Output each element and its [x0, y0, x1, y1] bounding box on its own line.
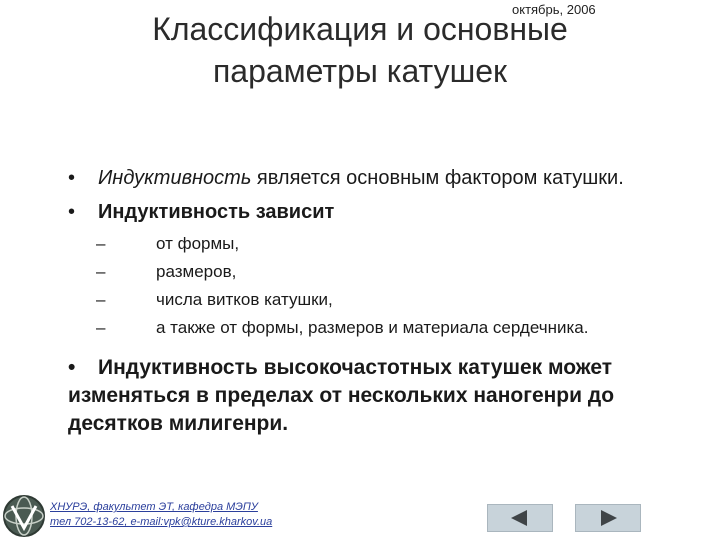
next-slide-button[interactable] — [575, 504, 641, 532]
sub-list-item — [96, 258, 698, 286]
university-logo-icon — [2, 494, 46, 538]
sub-item-text: числа витков катушки, — [156, 290, 333, 309]
footer-link-department[interactable]: ХНУРЭ, факультет ЭТ, кафедра МЭПУ — [50, 501, 258, 513]
sub-list — [96, 230, 698, 342]
date-label: октябрь, 2006 — [512, 2, 596, 17]
dash-marker: – — [96, 262, 106, 281]
dash-marker: – — [96, 318, 106, 337]
footer — [0, 488, 720, 540]
bullet-marker: • — [68, 201, 76, 223]
bullet-text: Индуктивность высокочастотных катушек может изменяться в пределах от нескольких наногенри до десятков милигенри. — [68, 356, 615, 435]
slide-title — [80, 8, 640, 92]
slide-content — [68, 164, 698, 438]
bullet-inductance-depends — [68, 198, 698, 226]
title-line-1: Классификация и основные — [152, 11, 568, 47]
sub-item-text: а также от формы, размеров и материала сердечника. — [156, 318, 589, 337]
bullet-marker: • — [68, 356, 76, 379]
previous-slide-button[interactable] — [487, 504, 553, 532]
sub-list-item — [96, 314, 698, 342]
footer-links — [50, 500, 272, 530]
title-line-2: параметры катушек — [212, 53, 508, 89]
bullet-text: Индуктивность зависит — [98, 201, 335, 223]
sub-item-text: размеров, — [156, 262, 237, 281]
dash-marker: – — [96, 234, 106, 253]
sub-list-item — [96, 230, 698, 258]
triangle-right-icon — [593, 509, 623, 527]
triangle-left-icon — [505, 509, 535, 527]
sub-list-item — [96, 286, 698, 314]
bullet-italic-term: Индуктивность — [98, 167, 252, 189]
dash-marker: – — [96, 290, 106, 309]
bullet-inductance-range — [68, 354, 698, 438]
footer-link-contact[interactable]: тел 702-13-62, e-mail:vpk@kture.kharkov.ua — [50, 516, 273, 528]
sub-item-text: от формы, — [156, 234, 240, 253]
bullet-inductance-main-factor — [68, 164, 698, 192]
bullet-marker: • — [68, 167, 76, 189]
bullet-text: является основным фактором катушки. — [251, 167, 624, 189]
